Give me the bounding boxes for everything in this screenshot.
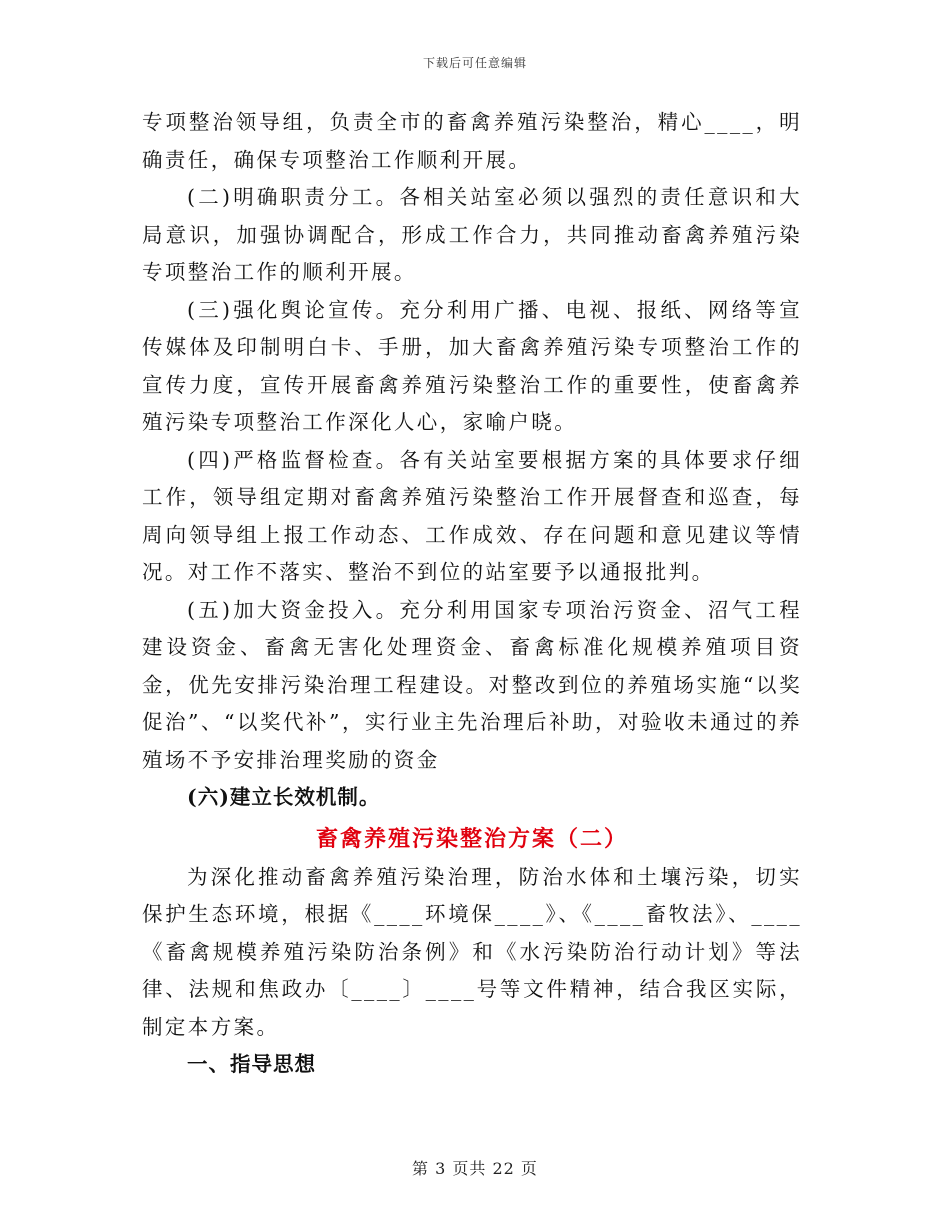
paragraph-long-term-mechanism: (六)建立长效机制。 — [187, 785, 381, 809]
paragraph-supervision: (四)严格监督检查。各有关站室要根据方案的具体要求仔细工作，领导组定期对畜禽养殖污染整治工作开展督查和巡查，每周向领导组上报工作动态、工作成效、存在问题和意见建议等情况。对工作不落实、整治不到位的站室要予以通报批判。 — [142, 447, 802, 584]
paragraph-introduction: 为深化推动畜禽养殖污染治理，防治水体和土壤污染，切实保护生态环境，根据《____环境保____》、《____畜牧法》、____《畜禽规模养殖污染防治条例》和《水污染防治行动计划》等法律、法规和焦政办〔____〕____号等文件精神，结合我区实际，制定本方案。 — [142, 864, 802, 1039]
page-header-note: 下载后可任意编辑 — [422, 56, 527, 70]
paragraph-publicity: (三)强化舆论宣传。充分利用广播、电视、报纸、网络等宣传媒体及印制明白卡、手册，加大畜禽养殖污染专项整治工作的宣传力度，宣传开展畜禽养殖污染整治工作的重要性，使畜禽养殖污染专项整治工作深化人心，家喻户晓。 — [142, 297, 802, 434]
paragraph-clarify-duties: (二)明确职责分工。各相关站室必须以强烈的责任意识和大局意识，加强协调配合，形成工作合力，共同推动畜禽养殖污染专项整治工作的顺利开展。 — [142, 185, 802, 284]
page-number: 第 3 页共 22 页 — [412, 1159, 538, 1178]
document-body — [142, 104, 802, 1084]
paragraph-leadership-group: 专项整治领导组，负责全市的畜禽养殖污染整治，精心____，明确责任，确保专项整治工作顺利开展。 — [142, 110, 802, 172]
heading-guiding-ideology: 一、指导思想 — [187, 1052, 316, 1076]
section-title: 畜禽养殖污染整治方案（二） — [315, 825, 628, 852]
paragraph-funding: (五)加大资金投入。充分利用国家专项治污资金、沼气工程建设资金、畜禽无害化处理资金、畜禽标准化规模养殖项目资金，优先安排污染治理工程建设。对整改到位的养殖场实施“以奖促治”、“以奖代补”，实行业主先治理后补助，对验收未通过的养殖场不予安排治理奖励的资金 — [142, 597, 802, 772]
